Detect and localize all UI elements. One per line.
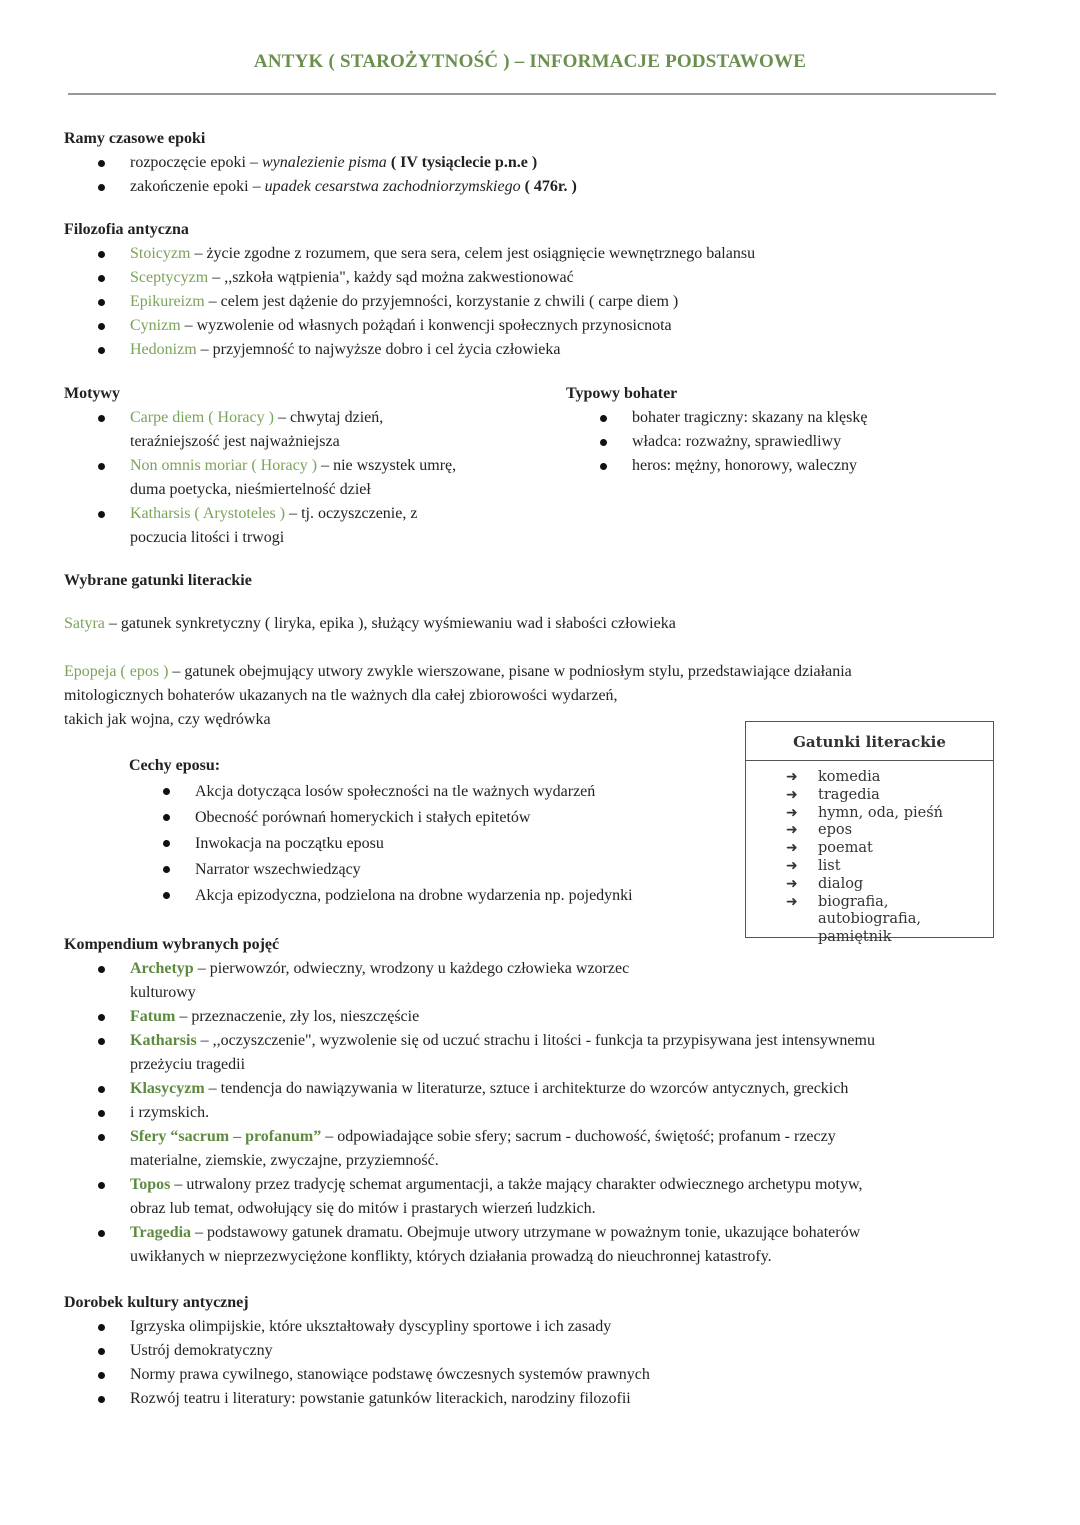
- box-item: [746, 876, 993, 894]
- box-item-label: tragedia: [818, 786, 880, 803]
- definition-cont: materialne, ziemskie, zwyczajne, przyziemność.: [130, 1152, 439, 1169]
- box-item-label: list: [818, 857, 841, 874]
- box-item: [746, 769, 993, 787]
- bohater-list: [566, 406, 867, 478]
- term: Archetyp: [130, 960, 194, 977]
- term: Sfery “sacrum – profanum”: [130, 1128, 322, 1145]
- term: Non omnis moriar ( Horacy ): [130, 457, 318, 474]
- definition: – wyzwolenie od własnych pożądań i konwencji społecznych przynosicnota: [180, 317, 672, 334]
- box-item-label: hymn, oda, pieśń: [818, 804, 943, 821]
- ramy-list: [64, 151, 577, 199]
- item-text: zakończenie epoki –: [130, 178, 265, 195]
- arrow-right-icon: ➜: [786, 769, 798, 785]
- term: Cynizm: [130, 317, 181, 334]
- box-item: [746, 822, 993, 840]
- definition: – ,,szkoła wątpienia", każdy sąd można zakwestionować: [208, 269, 574, 286]
- section-heading-motywy: Motywy: [64, 385, 120, 402]
- list-item: [64, 1101, 1024, 1125]
- definition: – odpowiadające sobie sfery; sacrum - duchowość, świętość; profanum - rzeczy: [321, 1128, 836, 1145]
- page-title: ANTYK ( STAROŻYTNOŚĆ ) – INFORMACJE PODSTAWOWE: [253, 51, 807, 72]
- dorobek-list: [64, 1315, 650, 1411]
- term: Epikureizm: [130, 293, 205, 310]
- list-item: bohater tragiczny: skazany na klęskę: [566, 406, 867, 430]
- cechy-list: [129, 779, 633, 909]
- box-title: Gatunki literackie: [746, 722, 993, 761]
- list-item: [64, 242, 755, 266]
- list-item: Akcja dotycząca losów społeczności na tle ważnych wydarzeń: [129, 779, 633, 805]
- gatunki-box: [745, 721, 994, 946]
- arrow-right-icon: ➜: [786, 822, 798, 839]
- motywy-list: [64, 406, 524, 550]
- definition: – celem jest dążenie do przyjemności, korzystanie z chwili ( carpe diem ): [204, 293, 679, 310]
- box-item-label: biografia, autobiografia,: [818, 893, 921, 928]
- list-item: [64, 290, 755, 314]
- definition-cont: mitologicznych bohaterów ukazanych na tle ważnych dla całej zbiorowości wydarzeń,: [64, 687, 618, 704]
- definition: – chwytaj dzień,: [273, 409, 384, 426]
- definition-cont: przeżyciu tragedii: [130, 1056, 246, 1073]
- definition: – tendencja do nawiązywania w literaturze, sztuce i architekturze do wzorców antycznych, greckich: [204, 1080, 849, 1097]
- box-item-label: poemat: [818, 840, 873, 857]
- list-item: [64, 338, 755, 362]
- definition: – ,,oczyszczenie", wyzwolenie się od uczuć strachu i litości - funkcja ta przypisywana jest intensywnemu: [196, 1032, 875, 1049]
- section-heading-ramy: Ramy czasowe epoki: [64, 130, 206, 147]
- definition-cont: kulturowy: [130, 984, 196, 1001]
- section-heading-kompendium: Kompendium wybranych pojęć: [64, 936, 280, 953]
- section-heading-bohater: Typowy bohater: [566, 385, 678, 402]
- list-item: [64, 406, 524, 454]
- box-item: [746, 787, 993, 805]
- term: Katharsis ( Arystoteles ): [130, 505, 286, 522]
- term: Sceptycyzm: [130, 269, 209, 286]
- arrow-right-icon: ➜: [786, 857, 798, 874]
- box-list: [746, 761, 993, 947]
- item-italic: wynalezienie pisma: [261, 154, 387, 171]
- term: Satyra: [64, 615, 105, 632]
- box-item: [746, 805, 993, 823]
- list-item: Inwokacja na początku eposu: [129, 831, 633, 857]
- box-item: [746, 894, 993, 930]
- section-heading-filozofia: Filozofia antyczna: [64, 221, 189, 238]
- filozofia-list: [64, 242, 755, 362]
- term: Hedonizm: [130, 341, 197, 358]
- list-item: Igrzyska olimpijskie, które ukształtowały dyscypliny sportowe i ich zasady: [64, 1315, 650, 1339]
- list-item: [64, 1005, 1024, 1029]
- definition: – przyjemność to najwyższe dobro i cel życia człowieka: [196, 341, 561, 358]
- item-text: rozpoczęcie epoki –: [130, 154, 262, 171]
- definition-cont: uwikłanych w nieprzezwyciężone konflikty, których działania prowadzą do nieuchronnej katastrofy.: [130, 1248, 772, 1265]
- list-item: [64, 151, 577, 175]
- definition-cont: obraz lub temat, odwołujący się do mitów i prastarych wierzeń ludzkich.: [130, 1200, 596, 1217]
- arrow-right-icon: ➜: [786, 804, 798, 821]
- list-item: heros: mężny, honorowy, waleczny: [566, 454, 867, 478]
- epopeja-paragraph: [64, 660, 852, 732]
- list-item: [64, 1077, 1024, 1101]
- title-divider: [68, 93, 996, 95]
- definition: – nie wszystek umrę,: [317, 457, 457, 474]
- box-item: [746, 840, 993, 858]
- term: Katharsis: [130, 1032, 197, 1049]
- arrow-right-icon: ➜: [786, 840, 798, 857]
- arrow-right-icon: ➜: [786, 893, 798, 910]
- list-item: Normy prawa cywilnego, stanowiące podstawę ówczesnych systemów prawnych: [64, 1363, 650, 1387]
- item-bold: ( 476r. ): [520, 178, 577, 195]
- cechy-heading: Cechy eposu:: [129, 757, 221, 774]
- box-item-label: dialog: [818, 875, 864, 892]
- definition: – utrwalony przez tradycję schemat argumentacji, a także mający charakter odwiecznego archetypu motyw,: [170, 1176, 863, 1193]
- list-item: [64, 502, 524, 550]
- list-item: [64, 266, 755, 290]
- list-item: [64, 1125, 1024, 1173]
- list-item: [64, 1029, 1024, 1077]
- list-item: [64, 1173, 1024, 1221]
- term: Fatum: [130, 1008, 176, 1025]
- definition-cont: duma poetycka, nieśmiertelność dzieł: [130, 481, 371, 498]
- definition-cont: teraźniejszość jest najważniejsza: [130, 433, 340, 450]
- list-item: Narrator wszechwiedzący: [129, 857, 633, 883]
- box-item: [746, 929, 993, 947]
- definition: – życie zgodne z rozumem, que sera sera, celem jest osiągnięcie wewnętrznego balansu: [190, 245, 756, 262]
- section-heading-gatunki: Wybrane gatunki literackie: [64, 572, 252, 589]
- definition: – tj. oczyszczenie, z: [285, 505, 418, 522]
- arrow-right-icon: ➜: [786, 786, 798, 803]
- box-item-label: epos: [818, 822, 853, 839]
- list-item: [64, 314, 755, 338]
- definition: – przeznaczenie, zły los, nieszczęście: [175, 1008, 420, 1025]
- definition: – podstawowy gatunek dramatu. Obejmuje utwory utrzymane w poważnym tonie, ukazujące bohaterów: [191, 1224, 861, 1241]
- box-item: [746, 858, 993, 876]
- definition-cont: poczucia litości i trwogi: [130, 529, 285, 546]
- kompendium-list: [64, 957, 1024, 1269]
- list-item: Akcja epizodyczna, podzielona na drobne wydarzenia np. pojedynki: [129, 883, 633, 909]
- list-item: [64, 175, 577, 199]
- list-item: [64, 454, 524, 502]
- list-item: [64, 1221, 1024, 1269]
- arrow-right-icon: ➜: [786, 875, 798, 892]
- list-item: władca: rozważny, sprawiedliwy: [566, 430, 867, 454]
- list-item: [64, 957, 1024, 1005]
- term: Epopeja ( epos ): [64, 663, 169, 680]
- term: Carpe diem ( Horacy ): [130, 409, 274, 426]
- list-item: Obecność porównań homeryckich i stałych epitetów: [129, 805, 633, 831]
- term: Topos: [130, 1176, 171, 1193]
- list-item: Rozwój teatru i literatury: powstanie gatunków literackich, narodziny filozofii: [64, 1387, 650, 1411]
- definition-cont: takich jak wojna, czy wędrówka: [64, 711, 271, 728]
- section-heading-dorobek: Dorobek kultury antycznej: [64, 1294, 249, 1311]
- definition: – gatunek obejmujący utwory zwykle wierszowane, pisane w podniosłym stylu, przedstawiające działania: [168, 663, 852, 680]
- satyra-paragraph: [64, 612, 676, 636]
- list-item: Ustrój demokratyczny: [64, 1339, 650, 1363]
- definition-cont: i rzymskich.: [130, 1104, 210, 1121]
- item-italic: upadek cesarstwa zachodniorzymskiego: [264, 178, 521, 195]
- definition: – gatunek synkretyczny ( liryka, epika ), służący wyśmiewaniu wad i słabości człowieka: [104, 615, 676, 632]
- definition: – pierwowzór, odwieczny, wrodzony u każdego człowieka wzorzec: [193, 960, 630, 977]
- box-item-label: pamiętnik: [818, 929, 892, 946]
- term: Stoicyzm: [130, 245, 191, 262]
- term: Klasycyzm: [130, 1080, 205, 1097]
- box-item-label: komedia: [818, 769, 881, 785]
- item-bold: ( IV tysiąclecie p.n.e ): [386, 154, 538, 171]
- term: Tragedia: [130, 1224, 192, 1241]
